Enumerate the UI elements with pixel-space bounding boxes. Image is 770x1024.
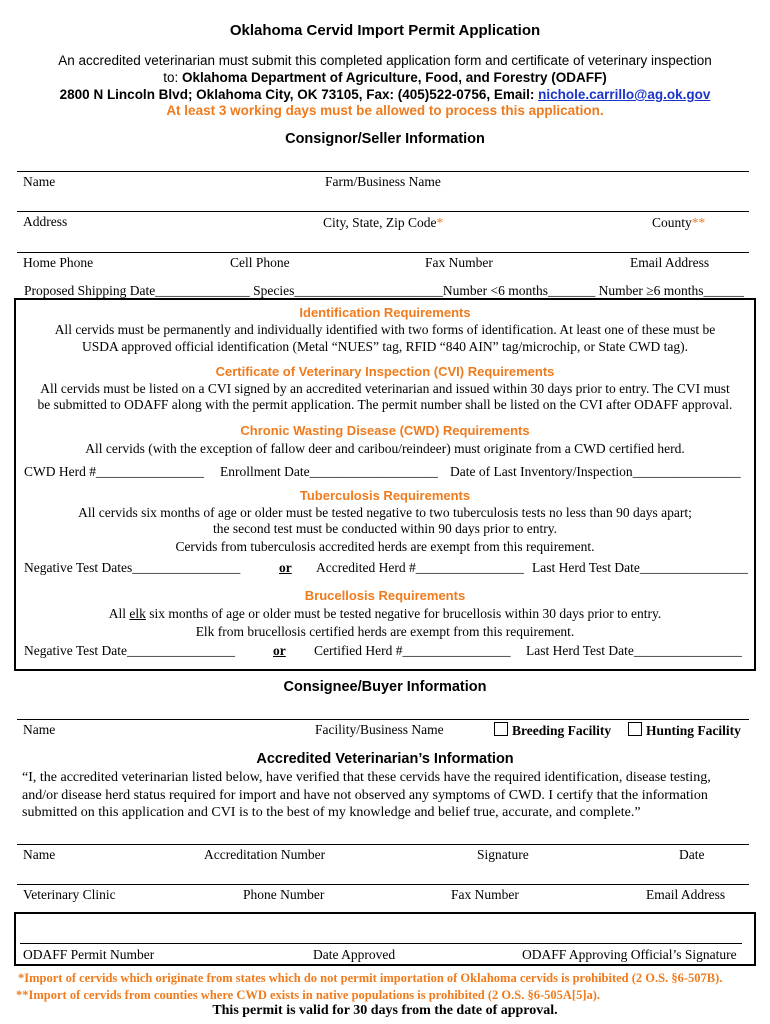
intro-to: to: bbox=[163, 70, 179, 85]
shipping-line[interactable]: Proposed Shipping Date______________ Species______________________Number <6 months_______ Number ≥6 months______ bbox=[24, 283, 744, 298]
consignee-section-title: Consignee/Buyer Information bbox=[283, 679, 487, 695]
hunting-facility-checkbox[interactable] bbox=[628, 722, 741, 739]
vet-statement-line: “I, the accredited veterinarian listed below, have verified that these cervids have the required identification, disease testing, bbox=[22, 770, 711, 785]
signature-line bbox=[20, 943, 742, 944]
vet-name-label: Name bbox=[23, 847, 56, 862]
tb-requirements-title: Tuberculosis Requirements bbox=[299, 488, 471, 503]
breeding-facility-checkbox[interactable] bbox=[494, 722, 611, 739]
consignor-name-label: Name bbox=[23, 174, 56, 189]
or-label: or bbox=[279, 560, 292, 575]
checkbox-icon[interactable] bbox=[494, 722, 508, 736]
approving-official-label: ODAFF Approving Official’s Signature bbox=[522, 947, 737, 962]
tb-text-line: All cervids six months of age or older must be tested negative to two tuberculosis tests no less than 90 days apart; bbox=[78, 505, 692, 520]
email-link[interactable]: nichole.carrillo@ag.ok.gov bbox=[538, 87, 711, 102]
intro-agency-line bbox=[0, 70, 770, 85]
accreditation-number-label: Accreditation Number bbox=[204, 847, 326, 862]
consignor-address-label: Address bbox=[23, 214, 68, 229]
double-asterisk-mark: ** bbox=[691, 215, 706, 230]
agency-address: 2800 N Lincoln Blvd; Oklahoma City, OK 73105, Fax: (405)522-0756, Email: bbox=[59, 87, 535, 102]
cwd-text-line: All cervids (with the exception of fallow deer and caribou/reindeer) must originate from a CWD certified herd. bbox=[85, 441, 685, 456]
hunting-label: Hunting Facility bbox=[646, 723, 741, 738]
elk-word: elk bbox=[129, 606, 146, 621]
cwd-herd-field[interactable]: CWD Herd #________________ bbox=[24, 464, 204, 479]
consignor-farm-label: Farm/Business Name bbox=[325, 174, 441, 189]
asterisk-mark: * bbox=[436, 215, 444, 230]
enrollment-date-field[interactable]: Enrollment Date___________________ bbox=[220, 464, 438, 479]
footnote-states: *Import of cervids which originate from states which do not permit importation of Oklahoma cervids is prohibited (2 O.S. §6-507B). bbox=[18, 971, 723, 985]
date-approved-label: Date Approved bbox=[313, 947, 396, 962]
or-label: or bbox=[273, 643, 286, 658]
brucellosis-text-line: Elk from brucellosis certified herds are exempt from this requirement. bbox=[195, 624, 575, 639]
brucellosis-requirements-title: Brucellosis Requirements bbox=[304, 588, 466, 603]
tb-text-line: Cervids from tuberculosis accredited herds are exempt from this requirement. bbox=[175, 539, 595, 554]
date-label: Date bbox=[679, 847, 705, 862]
bru-text-b: six months of age or older must be tested negative for brucellosis within 30 days prior to entry. bbox=[145, 606, 662, 621]
cvi-text-line: All cervids must be listed on a CVI signed by an accredited veterinarian and issued within 30 days prior to entry. The CVI must bbox=[40, 381, 730, 396]
fax-number-label: Fax Number bbox=[425, 255, 493, 270]
vet-section-title: Accredited Veterinarian’s Information bbox=[256, 751, 514, 767]
tb-text-line: the second test must be conducted within 90 days prior to entry. bbox=[212, 521, 558, 536]
cell-phone-label: Cell Phone bbox=[230, 255, 290, 270]
consignor-county-label bbox=[652, 215, 705, 231]
vet-statement-line: and/or disease herd status required for import and have not observed any symptoms of CWD. I certify that the information bbox=[22, 788, 708, 803]
vet-fax-label: Fax Number bbox=[451, 887, 519, 902]
bru-last-herd-test-field[interactable]: Last Herd Test Date________________ bbox=[526, 643, 742, 658]
divider bbox=[17, 211, 749, 212]
divider bbox=[17, 844, 749, 845]
vet-phone-label: Phone Number bbox=[243, 887, 325, 902]
divider bbox=[17, 252, 749, 253]
bru-negative-date-field[interactable]: Negative Test Date________________ bbox=[24, 643, 236, 658]
address-line bbox=[0, 87, 770, 102]
footnote-counties: **Import of cervids from counties where CWD exists in native populations is prohibited (2 O.S. §6-505A[5]a). bbox=[16, 988, 601, 1002]
home-phone-label: Home Phone bbox=[23, 255, 94, 270]
vet-email-label: Email Address bbox=[646, 887, 726, 902]
breeding-label: Breeding Facility bbox=[512, 723, 612, 738]
tb-negative-dates-field[interactable]: Negative Test Dates________________ bbox=[24, 560, 241, 575]
consignor-section-title: Consignor/Seller Information bbox=[285, 131, 485, 147]
vet-statement-line: submitted on this application and CVI is to the best of my knowledge and belief true, accurate, and complete.” bbox=[22, 805, 641, 820]
bru-certified-herd-field[interactable]: Certified Herd #________________ bbox=[314, 643, 511, 658]
consignor-city-label bbox=[323, 215, 443, 231]
cvi-text-line: be submitted to ODAFF along with the permit application. The permit number shall be listed on the CVI after ODAFF approval. bbox=[37, 397, 733, 412]
tb-last-herd-test-field[interactable]: Last Herd Test Date________________ bbox=[532, 560, 748, 575]
divider bbox=[17, 884, 749, 885]
odaff-permit-number-label: ODAFF Permit Number bbox=[23, 947, 155, 962]
bru-text-a: All bbox=[108, 606, 130, 621]
consignee-name-label: Name bbox=[23, 722, 56, 737]
checkbox-icon[interactable] bbox=[628, 722, 642, 736]
form-title: Oklahoma Cervid Import Permit Application bbox=[229, 22, 541, 39]
county-text: County bbox=[652, 215, 692, 230]
id-text-line: All cervids must be permanently and individually identified with two forms of identification. At least one of these must be bbox=[54, 322, 716, 337]
intro-line: An accredited veterinarian must submit this completed application form and certificate of veterinary inspection bbox=[58, 53, 712, 68]
id-text-line: USDA approved official identification (Metal “NUES” tag, RFID “840 AIN” tag/microchip, or State CWD tag). bbox=[82, 339, 688, 354]
city-text: City, State, Zip Code bbox=[323, 215, 437, 230]
divider bbox=[17, 719, 749, 720]
cwd-requirements-title: Chronic Wasting Disease (CWD) Requirements bbox=[240, 423, 530, 438]
brucellosis-text-line bbox=[0, 606, 770, 622]
last-inventory-field[interactable]: Date of Last Inventory/Inspection________________ bbox=[450, 464, 741, 479]
processing-notice: At least 3 working days must be allowed to process this application. bbox=[166, 103, 604, 118]
consignee-facility-label: Facility/Business Name bbox=[315, 722, 444, 737]
signature-label: Signature bbox=[477, 847, 529, 862]
cvi-requirements-title: Certificate of Veterinary Inspection (CVI) Requirements bbox=[215, 364, 555, 379]
vet-clinic-label: Veterinary Clinic bbox=[23, 887, 116, 902]
email-address-label: Email Address bbox=[630, 255, 710, 270]
agency-name: Oklahoma Department of Agriculture, Food, and Forestry (ODAFF) bbox=[181, 70, 607, 85]
id-requirements-title: Identification Requirements bbox=[299, 305, 471, 320]
divider bbox=[17, 171, 749, 172]
permit-validity: This permit is valid for 30 days from the date of approval. bbox=[212, 1003, 558, 1018]
tb-accredited-herd-field[interactable]: Accredited Herd #________________ bbox=[316, 560, 524, 575]
